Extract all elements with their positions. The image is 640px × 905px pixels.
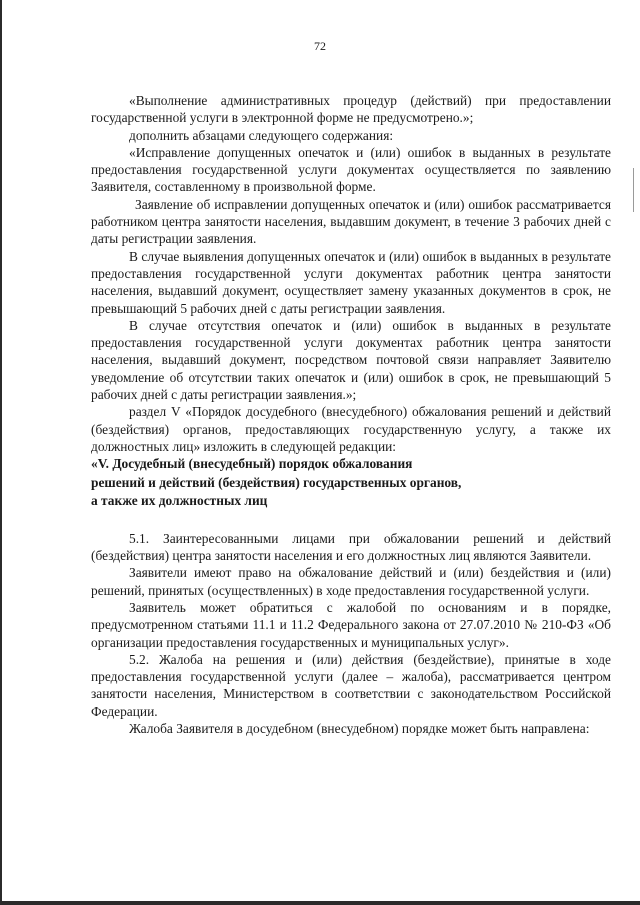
section-heading-line-1: «V. Досудебный (внесудебный) порядок обжалования	[91, 456, 413, 472]
paragraph-correction: «Исправление допущенных опечаток и (или) ошибок в выданных в результате предоставления государственной услуги документах осуществляется по заявлению Заявителя, составленному в произвольной форме.	[91, 144, 611, 195]
scan-edge-left	[0, 0, 2, 905]
paragraph-notification: В случае отсутствия опечаток и (или) ошибок в выданных в результате предоставления государственной услуги документах работник центра занятости населения, выдавший документ, посредством почтовой связи направляет Заявителю уведомление об отсутствии таких опечаток и (или) ошибок в срок, не превышающий 5 рабочих дней с даты регистрации заявления.»;	[91, 317, 611, 403]
paragraph-appeal-right: Заявители имеют право на обжалование действий и (или) бездействия и (или) решений, принятых (осуществленных) в ходе предоставления государственной услуги.	[91, 565, 611, 598]
section-heading-line-2: решений и действий (бездействия) государственных органов,	[91, 474, 462, 490]
scan-margin-mark	[633, 168, 634, 212]
section-heading-line-3: а также их должностных лиц	[91, 493, 268, 509]
page-number: 72	[314, 39, 326, 53]
paragraph-complaint-direction: Жалоба Заявителя в досудебном (внесудебном) порядке может быть направлена:	[129, 721, 590, 736]
paragraph-review-term: Заявление об исправлении допущенных опечаток и (или) ошибок рассматривается работником центра занятости населения, выдавшим документ, в течение 3 рабочих дней с даты регистрации заявления.	[91, 196, 611, 247]
spacer	[91, 511, 611, 530]
paragraph-section-v: раздел V «Порядок досудебного (внесудебного) обжалования решений и действий (бездействия) органов, предоставляющих государственную услугу, а также их должностных лиц» изложить в следующей редакции:	[91, 404, 611, 454]
paragraph-add-clauses: дополнить абзацами следующего содержания:	[129, 127, 394, 143]
paragraph-complaint-grounds: Заявитель может обратиться с жалобой по основаниям и в порядке, предусмотренном статьями 11.1 и 11.2 Федерального закона от 27.07.2010 № 210-ФЗ «Об организации предоставления государственных и муниципальных услуг».	[91, 599, 611, 650]
paragraph-5-2: 5.2. Жалоба на решения и (или) действия (бездействие), принятые в ходе предоставления государственной услуги (далее – жалоба), рассматривается центром занятости населения, Министерством в соответствии с законодательством Российской Федерации.	[91, 651, 611, 719]
document-body	[91, 92, 611, 737]
scan-edge-bottom	[0, 901, 640, 905]
paragraph-replacement: В случае выявления допущенных опечаток и (или) ошибок в выданных в результате предоставления государственной услуги документах работник центра занятости населения, выдавший документ, осуществляет замену указанных документов в срок, не превышающий 5 рабочих дней с даты регистрации заявления.	[91, 248, 611, 316]
paragraph-amendment-quote: «Выполнение административных процедур (действий) при предоставлении государственной услуги в электронной форме не предусмотрено.»;	[91, 93, 611, 126]
paragraph-5-1: 5.1. Заинтересованными лицами при обжаловании решений и действий (бездействия) центра занятости населения и его должностных лиц являются Заявители.	[91, 530, 611, 564]
